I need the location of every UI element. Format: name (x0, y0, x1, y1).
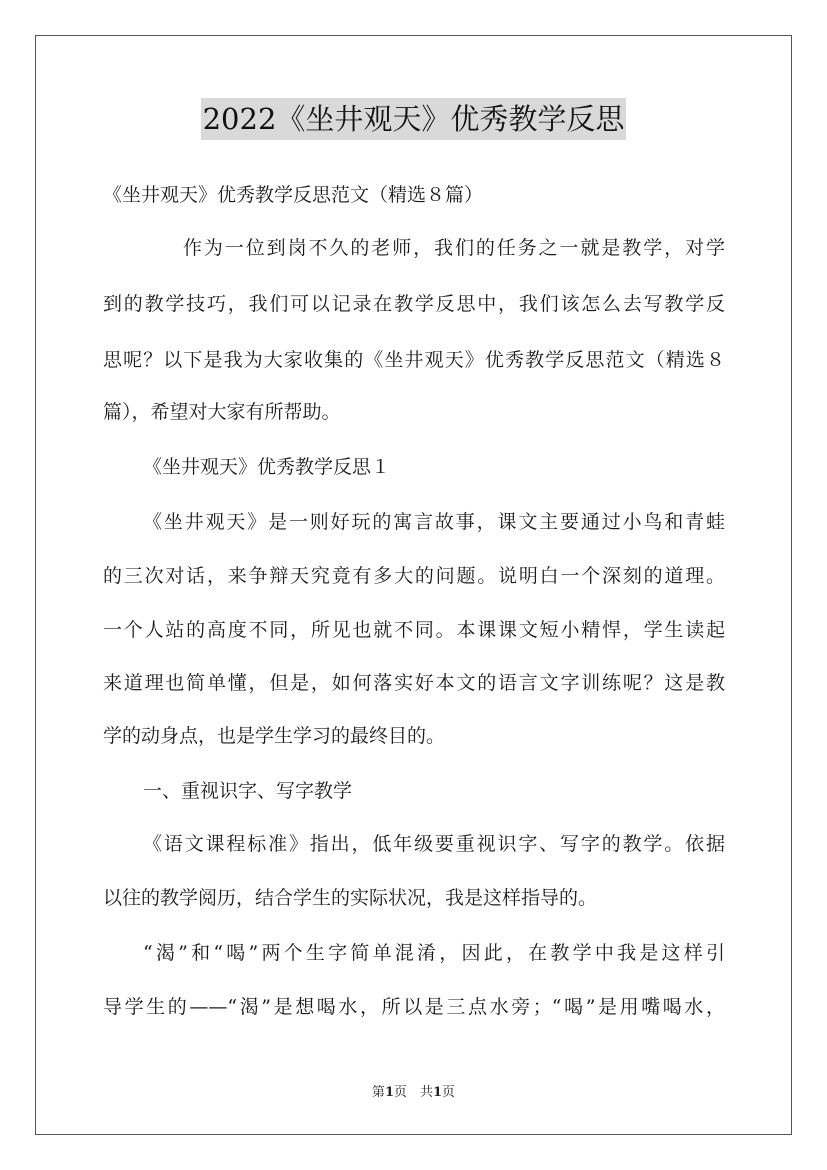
paragraph-line: 学的动身点，也是学生学习的最终目的。 (103, 725, 446, 747)
document-subtitle: 《坐井观天》优秀教学反思范文（精选８篇） (103, 184, 484, 206)
paragraph-line: 《语文课程标准》指出，低年级要重视识字、写字的教学。依据 (143, 833, 725, 855)
paragraph-line: 来道理也简单懂，但是，如何落实好本文的语言文字训练呢？这是教 (103, 672, 725, 694)
paragraph-line: “渴”和“喝”两个生字简单混淆，因此，在教学中我是这样引 (143, 942, 725, 964)
footer-page-end: 页 (442, 1085, 456, 1100)
footer-page-total: 1 (433, 1085, 443, 1100)
paragraph-line: 导学生的——“渴”是想喝水，所以是三点水旁；“喝”是用嘴喝水， (103, 996, 725, 1018)
paragraph-line: 《坐井观天》是一则好玩的寓言故事，课文主要通过小鸟和青蛙 (143, 511, 725, 533)
page-footer (0, 1084, 827, 1102)
document-title: 2022《坐井观天》优秀教学反思 (201, 98, 627, 140)
footer-page-label: 第 (371, 1085, 385, 1100)
intro-line: 思呢？以下是我为大家收集的《坐井观天》优秀教学反思范文（精选８ (103, 349, 725, 371)
intro-line: 篇），希望对大家有所帮助。 (103, 401, 341, 423)
subheading: 一、重视识字、写字教学 (143, 780, 353, 802)
paragraph-line: 一个人站的高度不同，所见也就不同。本课课文短小精悍，学生读起 (103, 619, 725, 641)
section-heading: 《坐井观天》优秀教学反思１ (143, 456, 391, 478)
paragraph-line: 以往的教学阅历，结合学生的实际状况，我是这样指导的。 (103, 887, 598, 909)
title-container (0, 98, 827, 140)
footer-page-mid: 页 共 (393, 1085, 433, 1100)
intro-line: 作为一位到岗不久的老师，我们的任务之一就是教学，对学 (183, 237, 725, 259)
intro-line: 到的教学技巧，我们可以记录在教学反思中，我们该怎么去写教学反 (103, 293, 725, 315)
footer-page-current: 1 (384, 1085, 394, 1100)
paragraph-line: 的三次对话，来争辩天究竟有多大的问题。说明白一个深刻的道理。 (103, 565, 725, 587)
